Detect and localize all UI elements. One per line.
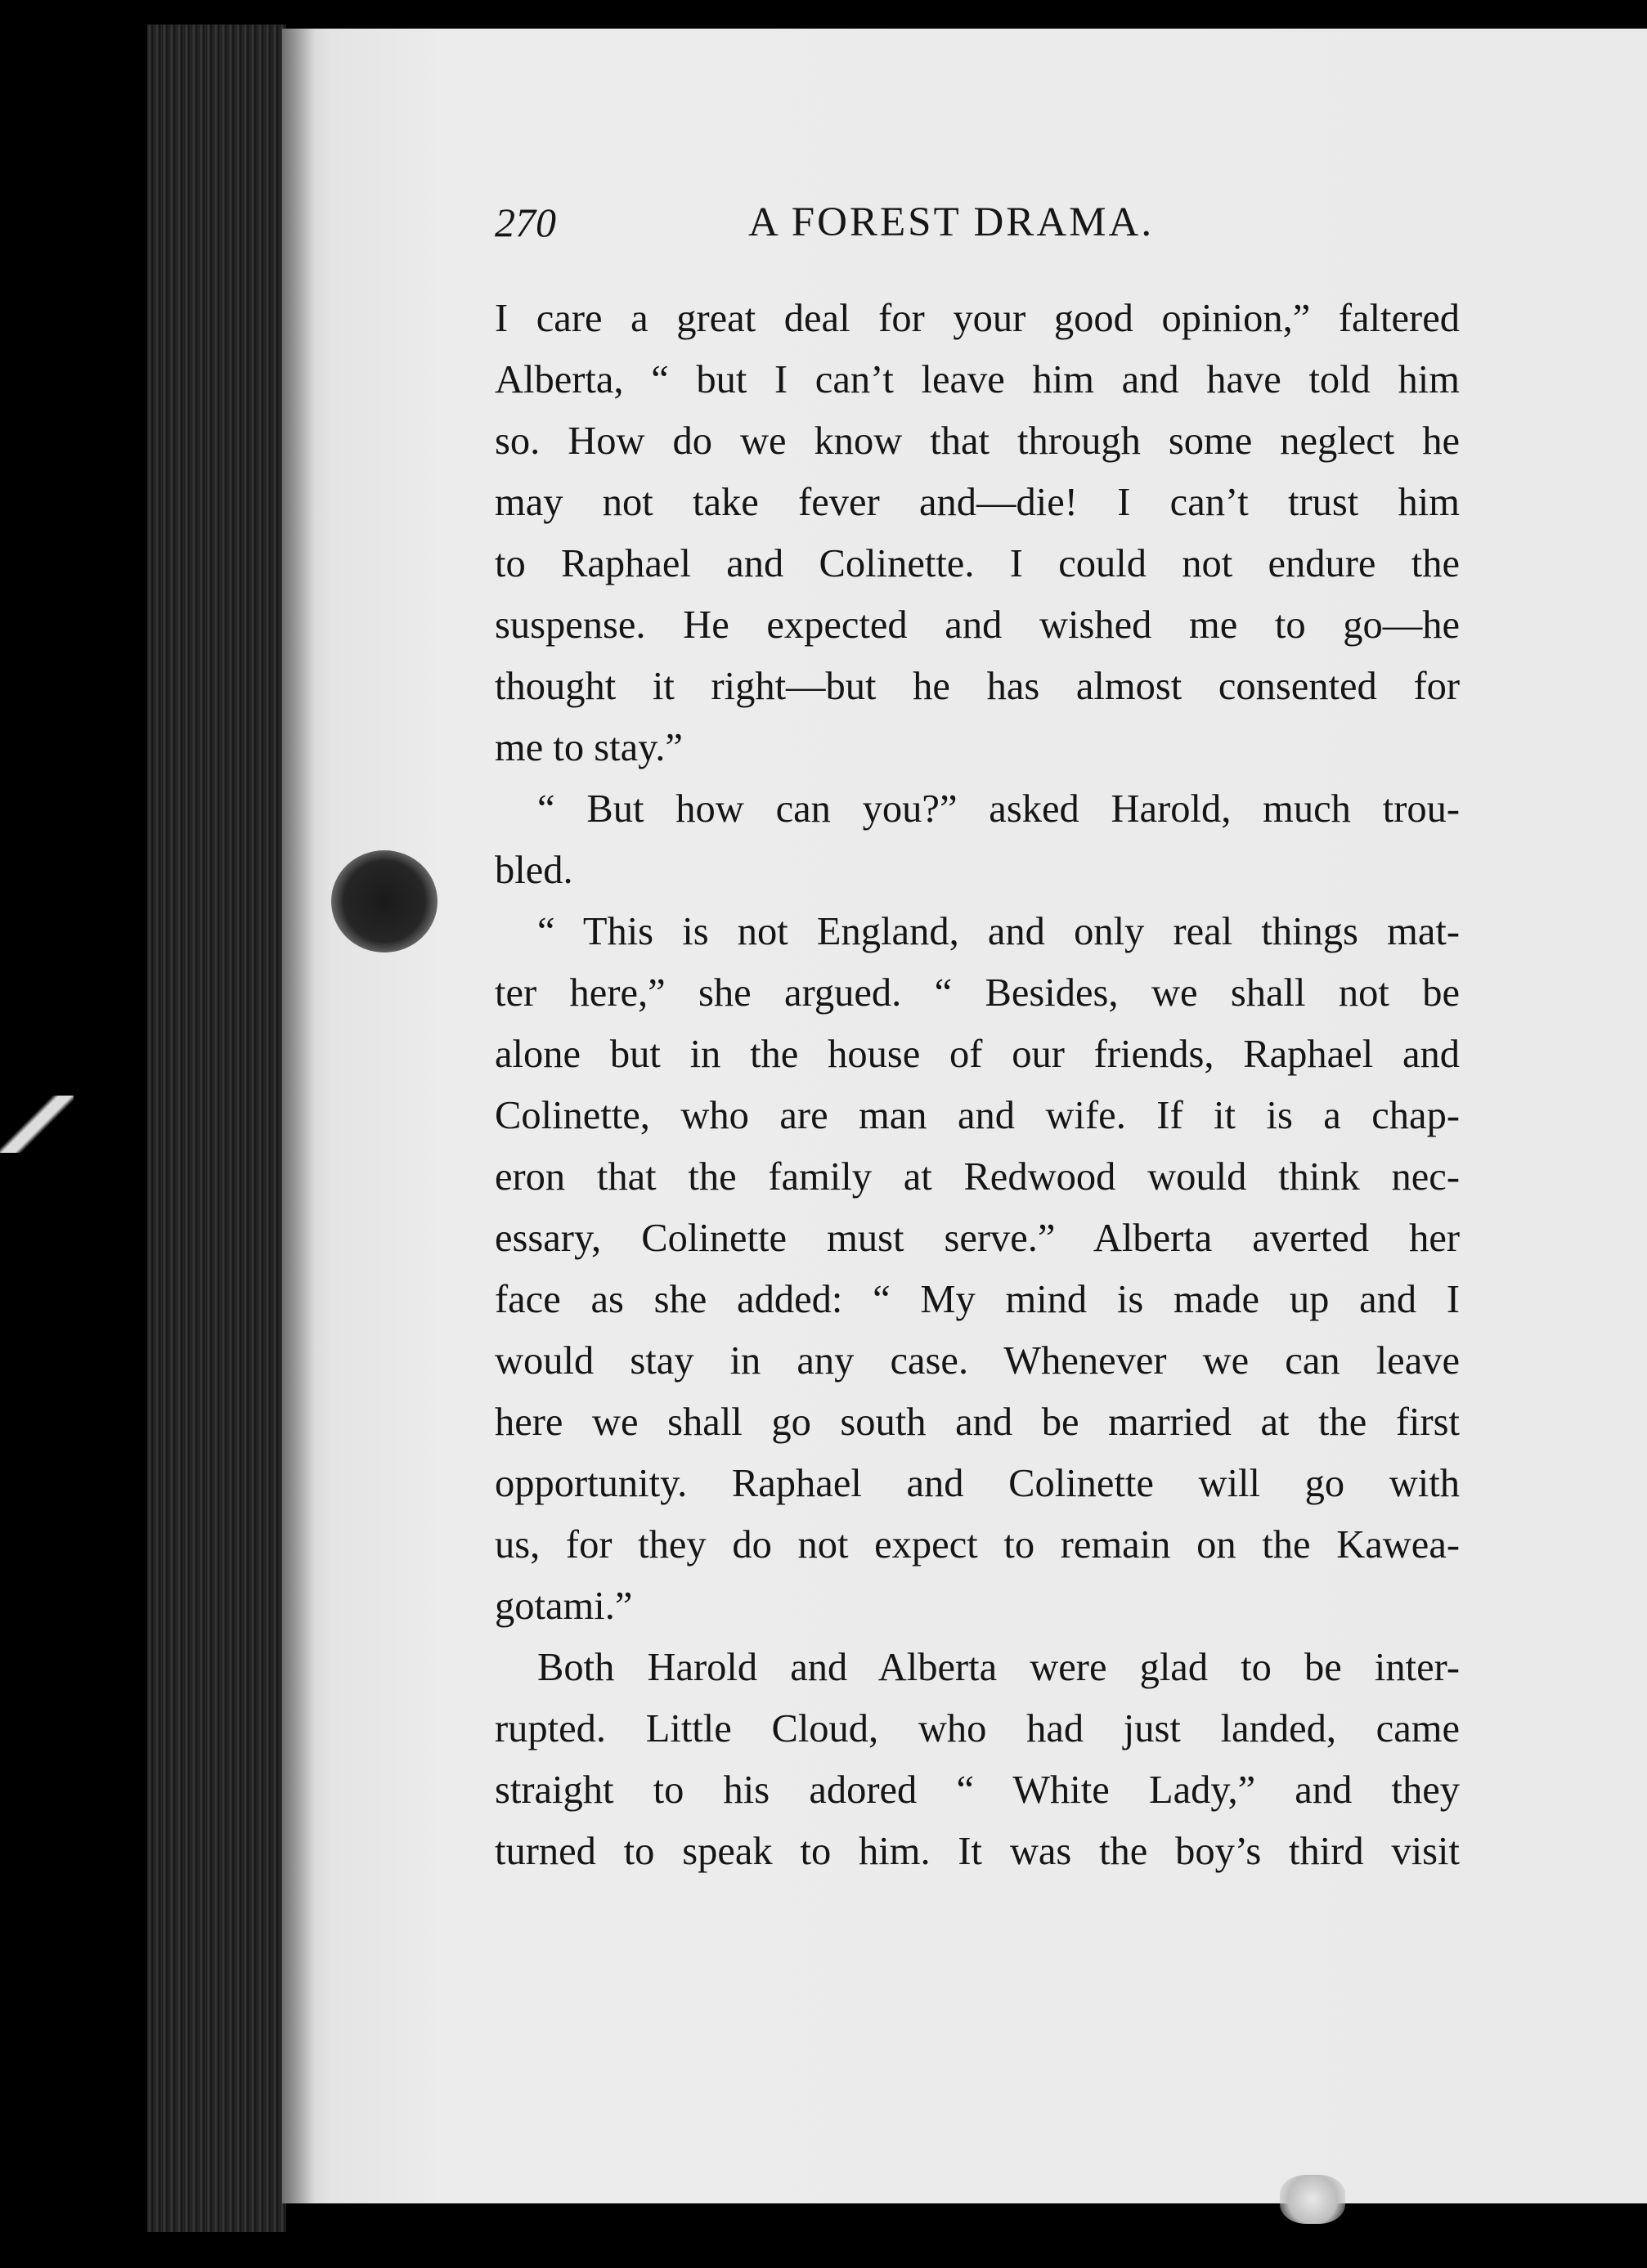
text-line: to Raphael and Colinette. I could not endure the xyxy=(495,542,1460,585)
text-line: Both Harold and Alberta were glad to be inter- xyxy=(537,1646,1460,1689)
text-line: may not take fever and—die! I can’t trust him xyxy=(495,481,1460,524)
text-line: us, for they do not expect to remain on the Kawea- xyxy=(495,1523,1460,1567)
text-line: alone but in the house of our friends, Raphael and xyxy=(495,1033,1460,1076)
running-head xyxy=(495,199,1460,264)
text-line: suspense. He expected and wished me to go—he xyxy=(495,603,1460,647)
text-line: turned to speak to him. It was the boy’s third visit xyxy=(495,1830,1460,1873)
paper-damage-speck xyxy=(1280,2175,1345,2224)
text-line: straight to his adored “ White Lady,” and they xyxy=(495,1768,1460,1812)
page-number: 270 xyxy=(495,199,556,245)
text-line: Colinette, who are man and wife. If it is a chap- xyxy=(495,1094,1460,1137)
text-line: gotami.” xyxy=(495,1584,633,1628)
text-line: thought it right—but he has almost consented for xyxy=(495,665,1460,708)
margin-scratch-mark xyxy=(0,1096,74,1153)
text-line: Alberta, “ but I can’t leave him and have told him xyxy=(495,358,1460,401)
ink-blot-stain xyxy=(331,850,438,952)
text-line: rupted. Little Cloud, who had just landed, came xyxy=(495,1707,1460,1750)
text-line: bled. xyxy=(495,849,573,892)
body-text xyxy=(495,288,1460,1882)
text-line: I care a great deal for your good opinion,” faltered xyxy=(495,297,1460,340)
text-line: would stay in any case. Whenever we can leave xyxy=(495,1339,1460,1383)
text-line: me to stay.” xyxy=(495,726,683,769)
text-line: “ But how can you?” asked Harold, much trou- xyxy=(537,787,1460,831)
text-line: face as she added: “ My mind is made up and I xyxy=(495,1278,1460,1321)
text-line: opportunity. Raphael and Colinette will go with xyxy=(495,1462,1460,1505)
text-line: here we shall go south and be married at the first xyxy=(495,1401,1460,1444)
text-line: eron that the family at Redwood would think nec- xyxy=(495,1155,1460,1199)
book-fore-edge xyxy=(147,25,286,2232)
text-line: “ This is not England, and only real things mat- xyxy=(537,910,1460,953)
text-line: ter here,” she argued. “ Besides, we shall not be xyxy=(495,971,1460,1015)
gutter-shadow xyxy=(282,29,315,2203)
text-line: so. How do we know that through some neglect he xyxy=(495,419,1460,463)
running-title: A FOREST DRAMA. xyxy=(748,199,1155,245)
text-line: essary, Colinette must serve.” Alberta averted her xyxy=(495,1217,1460,1260)
